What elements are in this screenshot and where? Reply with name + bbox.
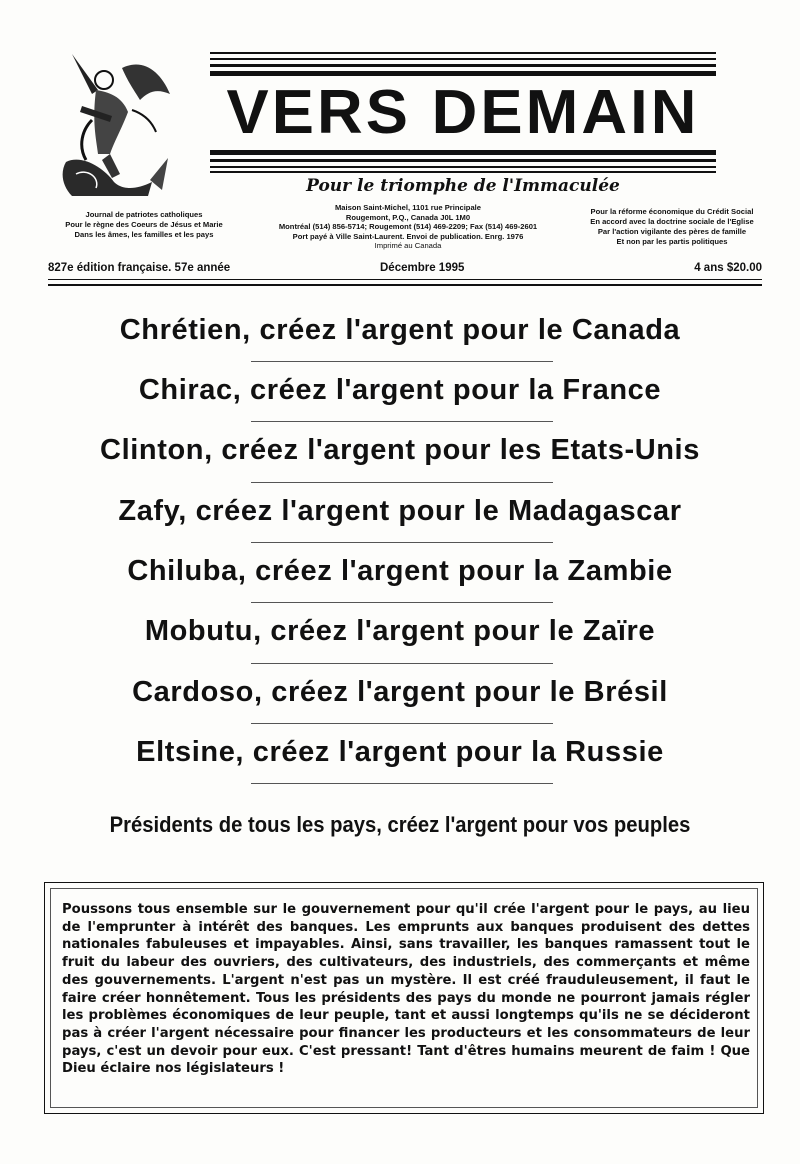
saint-michael-logo-icon	[52, 50, 174, 200]
separator	[251, 542, 553, 543]
right-motto: Pour la réforme économique du Crédit Social En accord avec la doctrine sociale de l'Eglise Par l'action vigilante des pères de famille Et non par les partis politiques	[590, 207, 754, 246]
separator	[251, 783, 553, 784]
headline-madagascar: Zafy, créez l'argent pour le Madagascar	[118, 495, 682, 527]
headline-zambia: Chiluba, créez l'argent pour la Zambie	[127, 555, 673, 587]
subheadline: Présidents de tous les pays, créez l'argent pour vos peuples	[109, 812, 691, 837]
tagline: Pour le triomphe de l'Immaculée	[306, 176, 620, 196]
printed-in: Imprimé au Canada	[374, 241, 442, 251]
appeal-paragraph: Poussons tous ensemble sur le gouvernement pour qu'il crée l'argent pour le pays, au lieu de l'emprunter à intérêt des banques. Les emprunts aux banques produisent des dettes nationales fabuleuses et impayables. Ainsi, sans travailler, les banques ramassent tout le fruit du labeur des ouvriers, des cultivateurs, des industriels, des commerçants et même des gouvernements. L'argent n'est pas un mystère. Il est créé frauduleusement, il faut le faire créer honnêtement. Tous les présidents des pays du monde ne pourront jamais régler les problèmes économiques de leur peuple, tant et aussi longtemps qu'ils ne se décideront pas à créer l'argent nécessaire pour financer les producteurs et les consommateurs de leur pays, c'est un devoir pour eux. C'est pressant! Tant d'êtres humains meurent de faim ! Que Dieu éclaire nos législateurs !	[62, 902, 750, 1077]
separator	[251, 361, 553, 362]
separator	[251, 482, 553, 483]
headline-france: Chirac, créez l'argent pour la France	[138, 374, 662, 406]
separator	[251, 723, 553, 724]
headline-russia: Eltsine, créez l'argent pour la Russie	[136, 736, 664, 768]
separator	[251, 602, 553, 603]
issue-date: Décembre 1995	[380, 262, 465, 274]
subscription-price: 4 ans $20.00	[694, 262, 762, 274]
headline-usa: Clinton, créez l'argent pour les Etats-Unis	[100, 434, 700, 466]
edition-number: 827e édition française. 57e année	[48, 262, 231, 274]
headline-brazil: Cardoso, créez l'argent pour le Brésil	[132, 676, 668, 708]
headline-zaire: Mobutu, créez l'argent pour le Zaïre	[144, 615, 656, 647]
newspaper-title: VERS DEMAIN	[226, 78, 700, 147]
separator	[251, 663, 553, 664]
headline-canada: Chrétien, créez l'argent pour le Canada	[119, 314, 681, 346]
separator	[251, 421, 553, 422]
publisher-address: Maison Saint-Michel, 1101 rue Principale Rougemont, P.Q., Canada J0L 1M0 Montréal (514) 856-5714; Rougemont (514) 469-2209; Fax (514) 469-2601 Port payé à Ville Saint-Laurent. Envoi de publication. Enrg. 1976 Imprimé au Canada	[248, 203, 568, 251]
edition-bar	[48, 262, 762, 278]
left-motto: Journal de patriotes catholiques Pour le règne des Coeurs de Jésus et Marie Dans les âmes, les familles et les pays	[65, 210, 223, 239]
